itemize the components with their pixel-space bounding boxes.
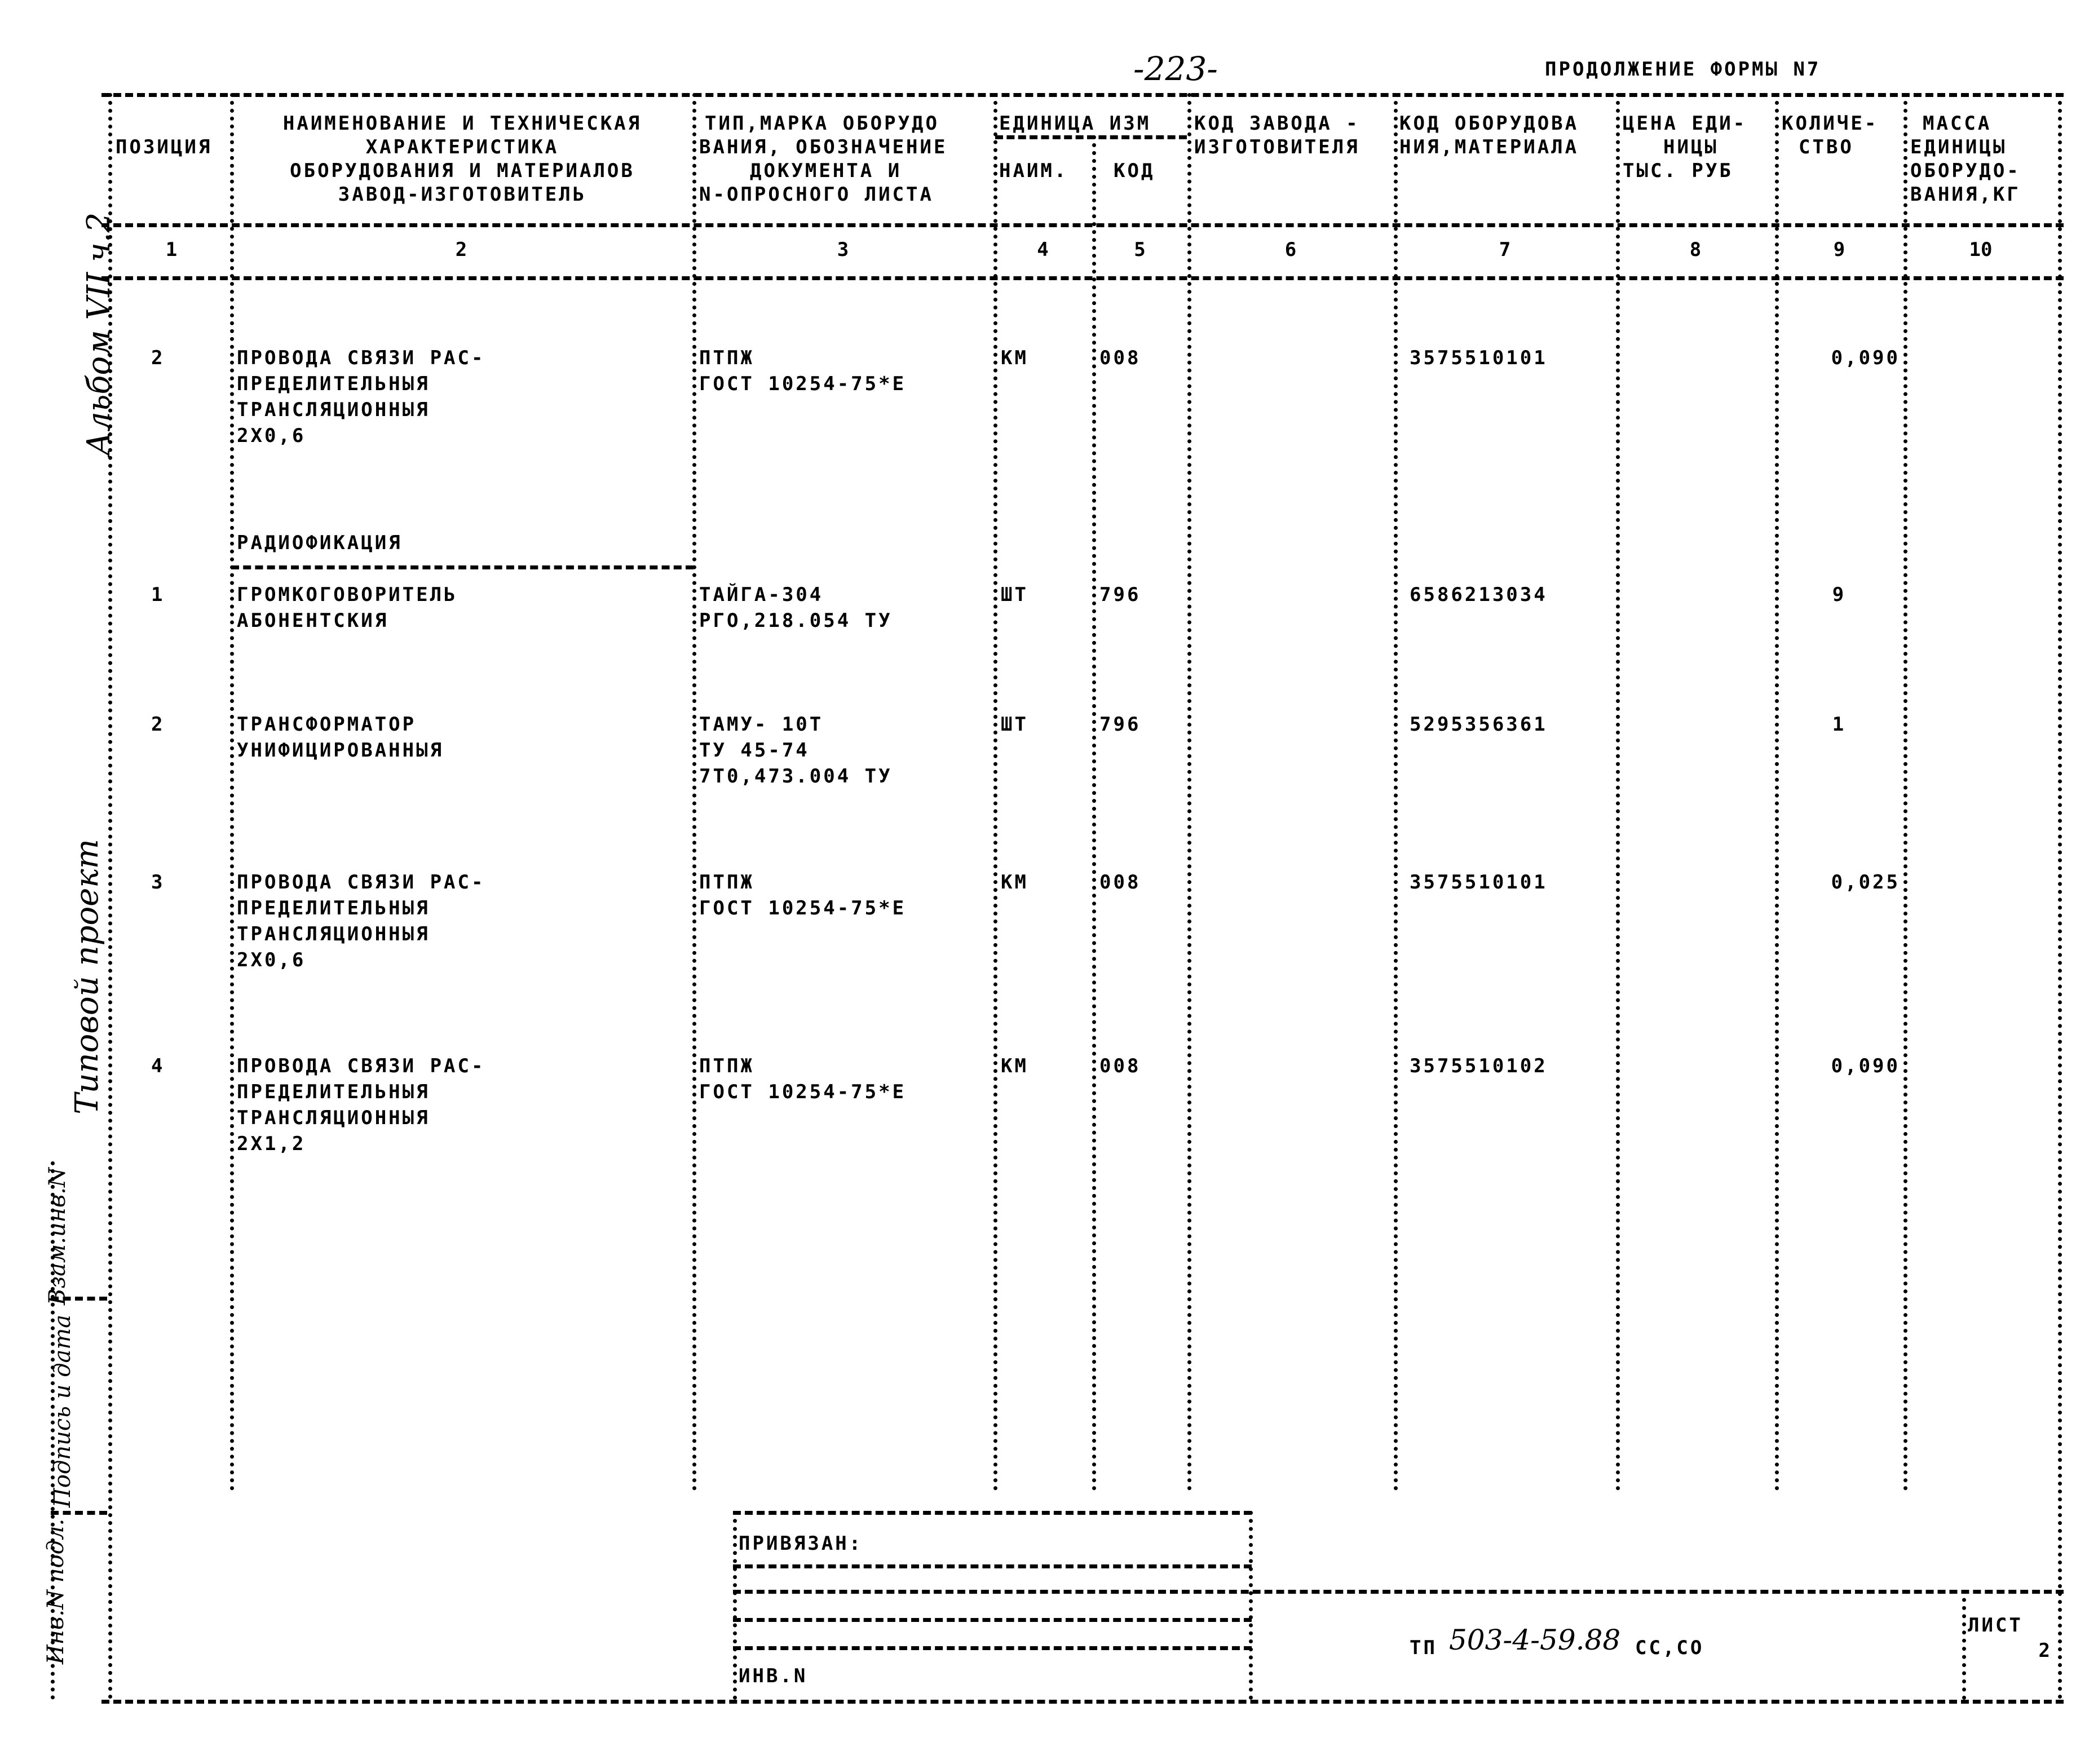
header-unit-name: НАИМ. (999, 160, 1068, 182)
col-rule-4 (1092, 135, 1096, 1491)
table-row-1-type-2: ГОСТ 10254-75*Е (699, 373, 907, 395)
album-note: Альбом VII ч.2 (81, 212, 118, 456)
header-price-1: ЦЕНА ЕДИ- (1623, 112, 1747, 135)
table-row-3-name-1: ТРАНСФОРМАТОР (237, 713, 417, 736)
table-row-3-pos: 2 (151, 713, 165, 736)
table-row-1-equip: 3575510101 (1410, 347, 1548, 369)
header-type-1: ТИП,МАРКА ОБОРУДО (705, 112, 939, 135)
col-number-10: 10 (1969, 238, 1993, 261)
margin-stamp-split-2 (51, 1511, 107, 1515)
table-row-4-unit: КМ (1001, 871, 1028, 894)
rule-section (231, 565, 694, 569)
table-row-4-pos: 3 (151, 871, 165, 894)
col-rule-8 (1775, 93, 1779, 1491)
inv-label: ИНВ.N (739, 1665, 808, 1687)
doc-code-suffix: СС,СО (1635, 1637, 1704, 1659)
table-row-2-qty: 9 (1832, 583, 1847, 606)
col-rule-1 (230, 93, 234, 1491)
header-mass-2: ЕДИНИЦЫ (1910, 136, 2007, 158)
col-rule-7 (1616, 93, 1620, 1491)
header-name-4: ЗАВОД-ИЗГОТОВИТЕЛЬ (338, 183, 587, 206)
footer-vrule-3 (1962, 1590, 1966, 1700)
table-row-2-unit: ШТ (1001, 583, 1028, 606)
table-row-5-name-2: ПРЕДЕЛИТЕЛЬНЫЯ (237, 1081, 430, 1103)
table-row-5-type-1: ПТПЖ (699, 1055, 754, 1077)
table-row-3-type-1: ТАМУ- 10Т (699, 713, 824, 736)
col-number-8: 8 (1689, 238, 1702, 261)
col-number-2: 2 (455, 238, 467, 261)
col-rule-6 (1394, 93, 1398, 1491)
header-type-4: N-ОПРОСНОГО ЛИСТА (699, 183, 934, 206)
table-row-4-equip: 3575510101 (1410, 871, 1548, 894)
header-equip-2: НИЯ,МАТЕРИАЛА (1399, 136, 1579, 158)
header-position: ПОЗИЦИЯ (116, 136, 213, 158)
col-rule-3 (993, 93, 997, 1491)
table-row-2-name-2: АБОНЕНТСКИЯ (237, 609, 389, 632)
col-rule-2 (692, 93, 696, 1491)
footer-rule-5 (733, 1646, 1252, 1650)
col-rule-10 (2058, 93, 2062, 1700)
stamp-signature-date: Подпись и дата (50, 1314, 76, 1508)
table-row-2-pos: 1 (151, 583, 165, 606)
footer-vrule-1 (733, 1511, 737, 1700)
doc-code-handwritten: 503-4-59.88 (1449, 1624, 1621, 1656)
doc-code-prefix: ТП (1410, 1637, 1437, 1659)
col-number-5: 5 (1134, 238, 1146, 261)
table-row-4-name-4: 2Х0,6 (237, 949, 306, 971)
attached-label: ПРИВЯЗАН: (739, 1532, 863, 1555)
table-row-5-unitcode: 008 (1099, 1055, 1141, 1077)
table-row-1-pos: 2 (151, 347, 165, 369)
sheet-number: 2 (2038, 1639, 2052, 1662)
table-row-1-name-3: ТРАНСЛЯЦИОННЫЯ (237, 399, 430, 421)
table-row-3-type-2: ТУ 45-74 (699, 739, 810, 762)
continuation-label: ПРОДОЛЖЕНИЕ ФОРМЫ N7 (1545, 58, 1821, 81)
header-name-1: НАИМЕНОВАНИЕ И ТЕХНИЧЕСКАЯ (282, 112, 642, 135)
col-rule-5 (1187, 93, 1191, 1491)
footer-rule-4 (733, 1618, 1252, 1622)
table-row-2-type-1: ТАЙГА-304 (699, 583, 824, 606)
table-row-4-name-1: ПРОВОДА СВЯЗИ РАС- (237, 871, 485, 894)
rule-header-bottom (101, 223, 2064, 227)
header-mass-4: ВАНИЯ,КГ (1910, 183, 2021, 206)
table-row-5-unit: КМ (1001, 1055, 1028, 1077)
header-mass-3: ОБОРУДО- (1910, 160, 2021, 182)
header-price-2: НИЦЫ (1663, 136, 1719, 158)
table-row-5-name-1: ПРОВОДА СВЯЗИ РАС- (237, 1055, 485, 1077)
table-row-1-mass: 0,090 (1831, 347, 1900, 369)
table-row-5-equip: 3575510102 (1410, 1055, 1548, 1077)
table-row-2-unitcode: 796 (1099, 583, 1141, 606)
margin-stamp-rule (51, 1161, 55, 1700)
table-row-4-unitcode: 008 (1099, 871, 1141, 894)
footer-rule-1 (733, 1511, 1252, 1515)
table-row-5-mass: 0,090 (1831, 1055, 1900, 1077)
col-number-7: 7 (1499, 238, 1511, 261)
col-number-9: 9 (1833, 238, 1845, 261)
project-note: Типовой проект (68, 839, 105, 1115)
table-row-3-unit: ШТ (1001, 713, 1028, 736)
rule-numbers-bottom (101, 276, 2064, 280)
header-mass-1: МАССА (1923, 112, 1992, 135)
table-row-3-type-3: 7Т0,473.004 ТУ (699, 765, 893, 788)
table-row-2-name-1: ГРОМКОГОВОРИТЕЛЬ (237, 583, 458, 606)
table-row-3-equip: 5295356361 (1410, 713, 1548, 736)
col-number-3: 3 (837, 238, 849, 261)
table-row-2-equip: 6586213034 (1410, 583, 1548, 606)
header-unit: ЕДИНИЦА ИЗМ (999, 112, 1151, 135)
rule-top (101, 93, 2064, 97)
header-name-3: ОБОРУДОВАНИЯ И МАТЕРИАЛОВ (290, 160, 635, 182)
table-row-1-unit: КМ (1001, 347, 1028, 369)
header-price-3: ТЫС. РУБ (1623, 160, 1733, 182)
table-row-2-type-2: РГО,218.054 ТУ (699, 609, 893, 632)
col-rule-9 (1903, 93, 1907, 1491)
table-row-3-qty: 1 (1832, 713, 1847, 736)
page-number: -223- (1133, 50, 1218, 88)
header-type-2: ВАНИЯ, ОБОЗНАЧЕНИЕ (699, 136, 948, 158)
table-row-4-mass: 0,025 (1831, 871, 1900, 894)
header-factory-2: ИЗГОТОВИТЕЛЯ (1194, 136, 1360, 158)
table-row-1-name-1: ПРОВОДА СВЯЗИ РАС- (237, 347, 485, 369)
rule-bottom (101, 1700, 2064, 1704)
table-row-4-name-2: ПРЕДЕЛИТЕЛЬНЫЯ (237, 897, 430, 919)
table-row-4-type-1: ПТПЖ (699, 871, 754, 894)
header-qty-2: СТВО (1799, 136, 1854, 158)
header-qty-1: КОЛИЧЕ- (1782, 112, 1879, 135)
footer-vrule-2 (1249, 1511, 1253, 1700)
table-row-1-unitcode: 008 (1099, 347, 1141, 369)
table-row-5-name-3: ТРАНСЛЯЦИОННЫЯ (237, 1107, 430, 1129)
table-row-1-name-2: ПРЕДЕЛИТЕЛЬНЫЯ (237, 373, 430, 395)
stamp-replaced-inv: Взам.инв.N (45, 1167, 71, 1306)
table-row-3-unitcode: 796 (1099, 713, 1141, 736)
header-type-3: ДОКУМЕНТА И (750, 160, 902, 182)
header-factory-1: КОД ЗАВОДА - (1194, 112, 1360, 135)
footer-rule-2 (733, 1564, 1252, 1568)
stamp-original-inv: Инв.N подл. (43, 1518, 69, 1665)
sheet-label: ЛИСТ (1968, 1614, 2023, 1637)
header-equip-1: КОД ОБОРУДОВА (1399, 112, 1579, 135)
table-row-5-pos: 4 (151, 1055, 165, 1077)
header-unit-code: КОД (1114, 160, 1155, 182)
header-name-2: ХАРАКТЕРИСТИКА (365, 136, 559, 158)
table-row-4-name-3: ТРАНСЛЯЦИОННЫЯ (237, 923, 430, 945)
section-title: РАДИОФИКАЦИЯ (237, 532, 403, 554)
margin-stamp-split-1 (51, 1297, 107, 1301)
table-row-1-name-4: 2Х0,6 (237, 425, 306, 447)
table-row-1-type-1: ПТПЖ (699, 347, 754, 369)
col-number-4: 4 (1037, 238, 1049, 261)
table-row-4-type-2: ГОСТ 10254-75*Е (699, 897, 907, 919)
col-number-6: 6 (1284, 238, 1297, 261)
col-number-1: 1 (165, 238, 178, 261)
table-row-5-type-2: ГОСТ 10254-75*Е (699, 1081, 907, 1103)
table-row-3-name-2: УНИФИЦИРОВАННЫЯ (237, 739, 444, 762)
footer-rule-3 (733, 1590, 2064, 1594)
table-row-5-name-4: 2Х1,2 (237, 1133, 306, 1155)
